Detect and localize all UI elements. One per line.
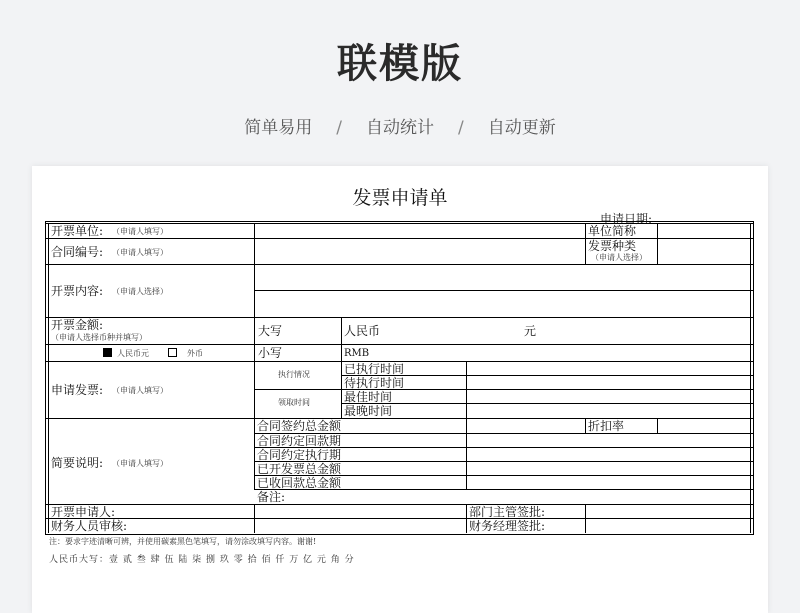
- currency-rmb-label: 人民币元: [117, 349, 149, 358]
- summary-label: 简要说明:: [51, 456, 104, 470]
- uppercase-suffix: 元: [524, 324, 537, 338]
- exec-term-label: 合同约定执行期: [257, 448, 342, 462]
- form-title: 发票申请单: [352, 187, 448, 209]
- currency-foreign-checkbox[interactable]: [168, 348, 177, 357]
- contract-no-label: 合同编号:: [51, 245, 104, 259]
- amount-label: 开票金额:: [51, 318, 104, 332]
- separator: /: [458, 118, 464, 138]
- receive-time-label: 领取时间: [278, 398, 310, 407]
- exec-status-label: 执行情况: [278, 370, 310, 379]
- invoice-type-label: 发票种类: [588, 239, 637, 253]
- apply-invoice-label: 申请发票:: [51, 383, 104, 397]
- finance-review-label: 财务人员审核:: [51, 519, 128, 533]
- rmb-uppercase-reference: 人民币大写：壹 贰 叁 肆 伍 陆 柒 捌 玖 零 拾 佰 仟 万 亿 元 角 分: [49, 555, 355, 565]
- uppercase-prefix: 人民币: [344, 324, 381, 338]
- applicant-label: 开票申请人:: [51, 505, 116, 519]
- lowercase-label: 小写: [258, 346, 283, 360]
- latest-time-label: 最晚时间: [344, 404, 393, 418]
- footer-note: 注：要求字迹清晰可辨，并使用碳素黑色笔填写，请勿涂改填写内容。谢谢!: [49, 537, 317, 546]
- executed-time-label: 已执行时间: [344, 362, 405, 376]
- uppercase-label: 大写: [258, 324, 283, 338]
- page-title: 联模版: [337, 41, 463, 87]
- amount-hint: （申请人选择币种并填写）: [51, 333, 147, 342]
- currency-foreign-label: 外币: [187, 349, 203, 358]
- feature-auto-stat: 自动统计: [366, 118, 434, 138]
- currency-rmb-checkbox[interactable]: [103, 348, 112, 357]
- content-hint: （申请人选择）: [112, 287, 168, 296]
- remark-label: 备注:: [257, 490, 286, 504]
- issuer-label: 开票单位:: [51, 224, 104, 238]
- payment-term-label: 合同约定回款期: [257, 434, 342, 448]
- apply-date-label: 申请日期:: [600, 212, 653, 226]
- content-label: 开票内容:: [51, 284, 104, 298]
- pending-time-label: 待执行时间: [344, 376, 405, 390]
- feature-easy: 简单易用: [244, 118, 313, 138]
- finance-mgr-label: 财务经理签批:: [469, 519, 546, 533]
- contract-no-hint: （申请人填写）: [112, 248, 168, 257]
- received-total-label: 已收回款总金额: [257, 476, 342, 490]
- feature-tagline: [0, 113, 800, 138]
- issuer-hint: （申请人填写）: [112, 227, 168, 236]
- feature-auto-update: 自动更新: [487, 118, 556, 138]
- contract-total-label: 合同签约总金额: [257, 419, 342, 433]
- invoice-type-hint: （申请人选择）: [591, 253, 647, 262]
- discount-label: 折扣率: [588, 419, 625, 433]
- lowercase-prefix: RMB: [344, 348, 370, 359]
- invoiced-total-label: 已开发票总金额: [257, 462, 342, 476]
- invoice-sheet: [32, 166, 768, 613]
- dept-approve-label: 部门主管签批:: [469, 505, 546, 519]
- short-name-label: 单位简称: [588, 224, 637, 238]
- form-table: [45, 221, 754, 535]
- apply-invoice-hint: （申请人填写）: [112, 386, 168, 395]
- separator: /: [336, 118, 342, 138]
- summary-hint: （申请人填写）: [112, 459, 168, 468]
- best-time-label: 最佳时间: [344, 390, 393, 404]
